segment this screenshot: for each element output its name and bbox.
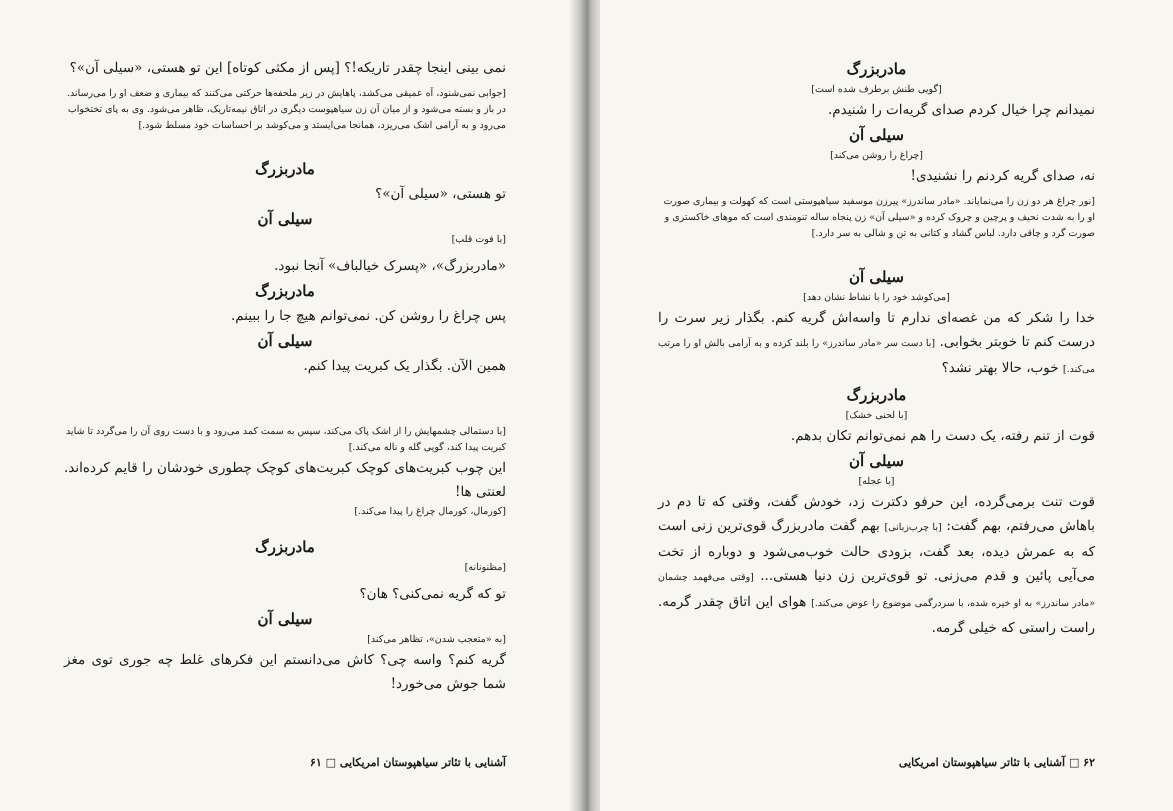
stage-direction: [جوابی نمی‌شنود، آه عمیقی می‌کشد، پاهایش در زیر ملحفه‌ها حرکتی می‌کنند که بیماری و ضعف او را می‌رساند. در باز و بسته می‌شود و از میان آن زن سیاهپوست دیگری در اتاق نیمه‌تاریک، ظاهر می‌شود. وی به پای تختخواب می‌رود و به آرامی اشک می‌ریزد، همانجا می‌ایستد و می‌کوشد بر احساسات خود مسلط شود.]: [66, 88, 506, 131]
stage-direction: [می‌کوشد خود را با نشاط نشان دهد]: [803, 292, 950, 303]
speaker-name: سیلی آن: [257, 610, 313, 628]
dialogue-line: [658, 490, 1095, 640]
stage-direction: [چراغ را روشن می‌کند]: [830, 150, 923, 161]
speaker-name: مادربزرگ: [846, 60, 907, 78]
speaker-name: سیلی آن: [257, 332, 313, 350]
dialogue-line: «مادربزرگ»، «پسرک خیالباف» آنجا نبود.: [274, 258, 506, 274]
stage-direction: [به «متعجب شدن»، تظاهر می‌کند]: [367, 634, 506, 645]
dialogue-line: تو که گریه نمی‌کنی؟ هان؟: [359, 586, 506, 602]
dialogue-text: خدا را شکر که من غصه‌ای ندارم تا واسه‌اش گریه کنم. بگذار زیر سرت را درست کنم تا خوبتر بخوابی.: [658, 310, 1096, 350]
running-title: آشنایی با تئاتر سیاهپوستان امریکایی: [898, 756, 1066, 769]
dialogue-line: نه، صدای گریه کردنم را نشنیدی!: [910, 168, 1095, 184]
dialogue-line: قوت از تنم رفته، یک دست را هم نمی‌توانم تکان بدهم.: [790, 428, 1095, 444]
dialogue-line: نمی بینی اینجا چقدر تاریکه!؟ [پس از مکثی کوتاه] این تو هستی، «سیلی آن»؟: [69, 60, 506, 76]
stage-direction: [مظنونانه]: [464, 562, 506, 573]
dialogue-line: گریه کنم؟ واسه چی؟ کاش می‌دانستم این فکرهای غلط چه جوری توی مغز شما جوش می‌خورد!: [64, 652, 506, 692]
dialogue-text: خوب، حالا بهتر نشد؟: [941, 360, 1059, 376]
stage-direction: [با عجله]: [858, 476, 895, 487]
dialogue-line: [658, 306, 1095, 382]
speaker-name: مادربزرگ: [846, 386, 907, 404]
running-title: آشنایی با تئاتر سیاهپوستان امریکایی: [339, 756, 506, 769]
dialogue-line: این چوب کبریت‌های کوچک کبریت‌های کوچک چطوری خودشان را قایم کرده‌اند. لعنتی ها!: [64, 460, 506, 500]
stage-direction: [گویی طنش برطرف شده است]: [811, 84, 942, 95]
stage-direction: [کورمال، کورمال چراغ را پیدا می‌کند.]: [354, 506, 506, 517]
speaker-name: مادربزرگ: [255, 282, 315, 300]
speaker-name: سیلی آن: [849, 452, 904, 470]
left-page: [0, 0, 578, 811]
stage-direction: [نور چراغ هر دو زن را می‌نمایاند. «مادر ساندرز» پیرزن موسفید سیاهپوستی است که کهولت و بیماری صورت او را به شدت نحیف و پرچین و چروک کرده و «سیلی آن» زن پنجاه ساله تنومندی است که موهای خاکستری و صورت گرد و چاقی دارد. لباس گشاد و کتانی به تن و شالی به سر دارد.]: [663, 196, 1095, 239]
inline-stage-direction: [وقتی می‌فهمد چشمان «مادر ساندرز» به او خیره شده، با سردرگمی موضوع را عوض می‌کند.]: [658, 572, 1096, 609]
speaker-name: سیلی آن: [849, 268, 904, 286]
speaker-name: مادربزرگ: [255, 160, 315, 178]
speaker-name: مادربزرگ: [255, 538, 315, 556]
page-number: ۶۲ □: [1068, 756, 1095, 769]
dialogue-text: هوای این اتاق چقدر گرمه. راست راستی که خیلی گرمه.: [658, 594, 1095, 636]
right-page: [600, 0, 1173, 811]
dialogue-line: تو هستی، «سیلی آن»؟: [375, 186, 506, 202]
stage-direction: [با فوت قلب]: [451, 234, 506, 245]
stage-direction: [با دستمالی چشمهایش را از اشک پاک می‌کند، سپس به سمت کمد می‌رود و با دست روی آن را می‌گردد تا شاید کبریت پیدا کند، گویی گله و ناله می‌کند.]: [65, 426, 506, 453]
inline-stage-direction: [با چرب‌زبانی]: [884, 522, 942, 533]
speaker-name: سیلی آن: [257, 210, 313, 228]
dialogue-line: همین الآن. بگذار یک کبریت پیدا کنم.: [303, 358, 506, 374]
stage-direction: [با لحنی خشک]: [845, 410, 908, 421]
inline-stage-direction: [با دست سر «مادر ساندرز» را بلند کرده و به آرامی بالش او را مرتب می‌کند.]: [658, 338, 1095, 375]
page-number: □ ۶۱: [309, 756, 336, 769]
dialogue-line: پس چراغ را روشن کن. نمی‌توانم هیچ جا را ببینم.: [230, 308, 506, 324]
page-footer: [64, 756, 506, 769]
speaker-name: سیلی آن: [849, 126, 904, 144]
dialogue-text: قوت تنت برمی‌گرده، این حرفو دکترت زد، خودش گفت، وقتی که تا دم در باهاش می‌رفتم، بهم گفت:: [658, 494, 1096, 534]
dialogue-line: نمیدانم چرا خیال کردم صدای گریه‌ات را شنیدم.: [827, 102, 1095, 118]
page-footer: [658, 756, 1095, 769]
dialogue-text: بهم گفت مادربزرگ قوی‌ترین زنی است که به عمرش دیده، بعد گفت، بزودی حالت خوب‌می‌شود و دوباره از تخت می‌آیی پائین و قدم می‌زنی. تو قوی‌ترین زن دنیا هستی...: [658, 518, 1096, 584]
